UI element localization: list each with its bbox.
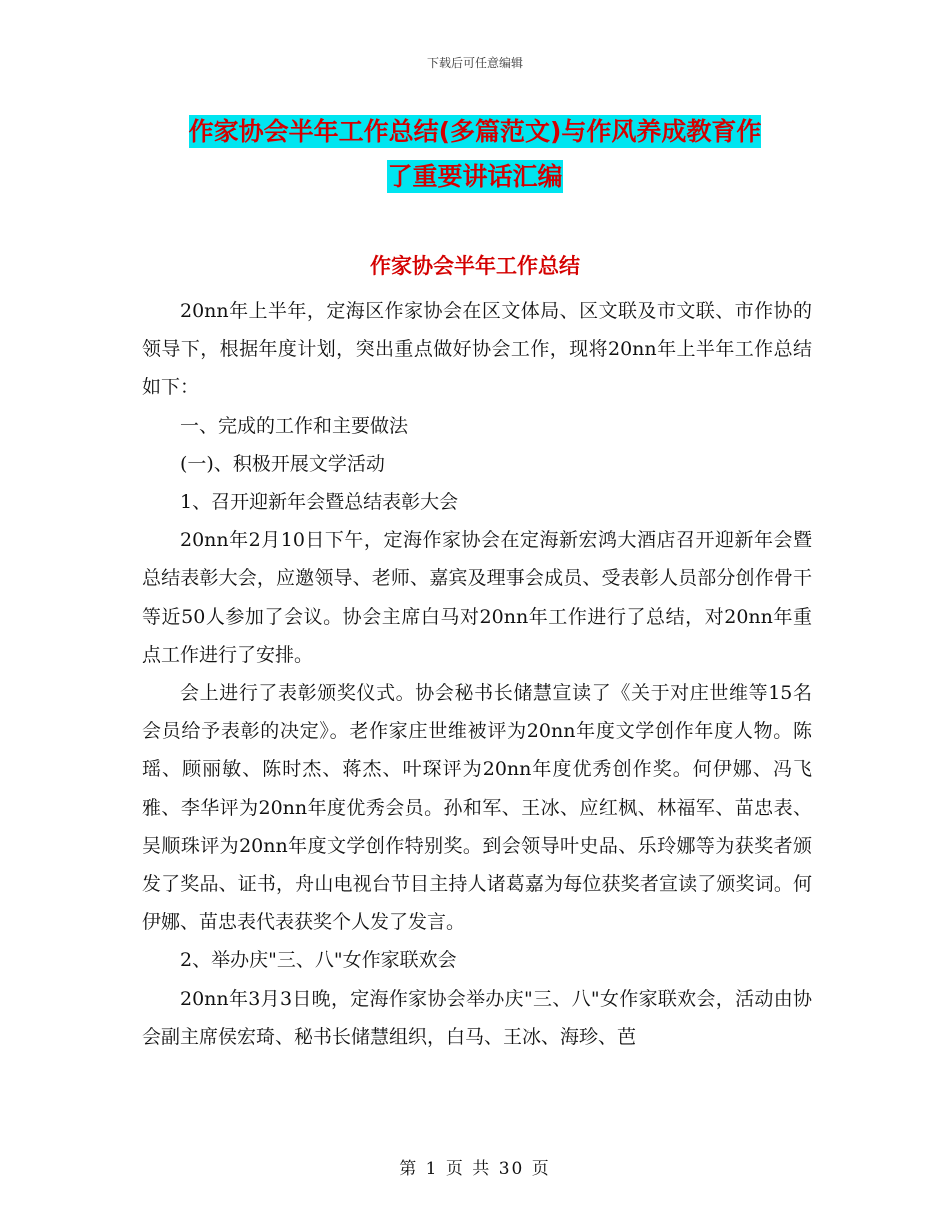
page-footer: 第 1 页 共 30 页 <box>399 1159 551 1179</box>
paragraph: 20nn年3月3日晚，定海作家协会举办庆"三、八"女作家联欢会，活动由协会副主席侯宏琦、秘书长储慧组织，白马、王冰、海珍、芭 <box>142 987 812 1048</box>
document-title-text-1: 作家协会半年工作总结(多篇范文)与作风养成教育作 <box>188 117 762 146</box>
document-title-text-2: 了重要讲话汇编 <box>387 162 563 191</box>
header-note: 下载后可任意编辑 <box>426 56 523 70</box>
paragraph: 1、召开迎新年会暨总结表彰大会 <box>180 491 459 514</box>
document-title-line-1 <box>0 112 950 148</box>
paragraph: 20nn年2月10日下午，定海作家协会在定海新宏鸿大酒店召开迎新年会暨总结表彰大会，应邀领导、老师、嘉宾及理事会成员、受表彰人员部分创作骨干等近50人参加了会议。协会主席白马对20nn年工作进行了总结，对20nn年重点工作进行了安排。 <box>142 529 812 666</box>
paragraph: 一、完成的工作和主要做法 <box>180 414 409 437</box>
paragraph: 2、举办庆"三、八"女作家联欢会 <box>180 949 457 972</box>
document-body <box>142 292 812 1056</box>
paragraph: 会上进行了表彰颁奖仪式。协会秘书长储慧宣读了《关于对庄世维等15名会员给予表彰的决定》。老作家庄世维被评为20nn年度文学创作年度人物。陈瑶、顾丽敏、陈时杰、蒋杰、叶琛评为20nn年度优秀创作奖。何伊娜、冯飞雅、李华评为20nn年度优秀会员。孙和军、王冰、应红枫、林福军、苗忠表、吴顺珠评为20nn年度文学创作特别奖。到会领导叶史品、乐玲娜等为获奖者颁发了奖品、证书，舟山电视台节目主持人诸葛嘉为每位获奖者宣读了颁奖词。何伊娜、苗忠表代表获奖个人发了发言。 <box>142 682 812 934</box>
document-title-line-2 <box>0 157 950 193</box>
paragraph: (一)、积极开展文学活动 <box>180 452 385 475</box>
section-title: 作家协会半年工作总结 <box>370 254 580 278</box>
paragraph: 20nn年上半年，定海区作家协会在区文体局、区文联及市文联、市作协的领导下，根据年度计划，突出重点做好协会工作，现将20nn年上半年工作总结如下： <box>142 300 812 399</box>
